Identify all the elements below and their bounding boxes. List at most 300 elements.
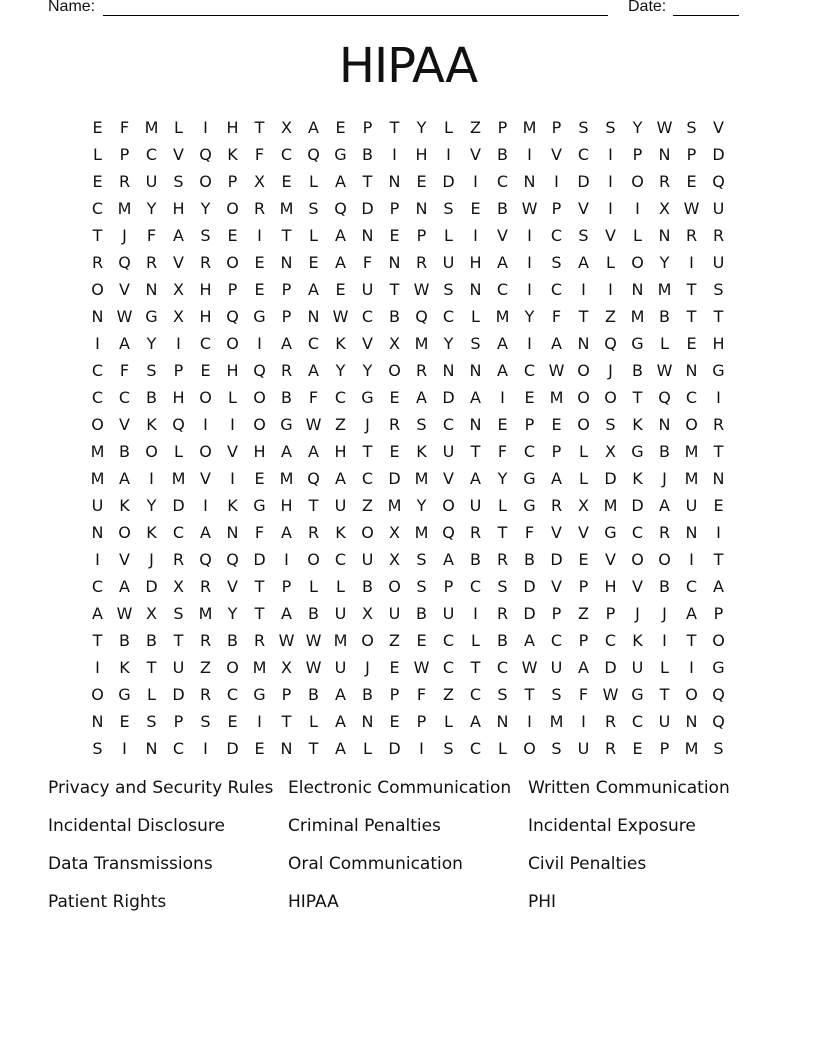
grid-letter: X bbox=[281, 658, 292, 677]
grid-letter: M bbox=[90, 469, 105, 488]
grid-letter: L bbox=[498, 496, 507, 515]
grid-letter: F bbox=[146, 226, 157, 245]
grid-letter: T bbox=[146, 658, 157, 677]
grid-letter: A bbox=[308, 118, 319, 137]
grid-letter: Q bbox=[307, 469, 320, 488]
grid-letter: I bbox=[527, 334, 532, 353]
grid-letter: E bbox=[389, 658, 400, 677]
grid-letter: E bbox=[389, 226, 400, 245]
grid-letter: M bbox=[387, 496, 402, 515]
grid-letter: C bbox=[442, 307, 455, 326]
grid-letter: L bbox=[498, 739, 507, 758]
grid-letter: R bbox=[415, 361, 428, 380]
grid-letter: Q bbox=[199, 550, 212, 569]
grid-letter: T bbox=[686, 631, 697, 650]
grid-letter: M bbox=[657, 280, 672, 299]
grid-letter: B bbox=[497, 145, 508, 164]
grid-letter: N bbox=[91, 307, 104, 326]
grid-letter: K bbox=[632, 469, 643, 488]
grid-letter: A bbox=[335, 712, 346, 731]
grid-letter: S bbox=[443, 199, 454, 218]
grid-letter: B bbox=[497, 631, 508, 650]
grid-letter: M bbox=[279, 199, 294, 218]
grid-letter: E bbox=[497, 415, 508, 434]
grid-letter: C bbox=[280, 145, 293, 164]
grid-letter: Q bbox=[199, 145, 212, 164]
grid-letter: F bbox=[119, 361, 130, 380]
grid-letter: Y bbox=[524, 307, 535, 326]
grid-letter: P bbox=[659, 739, 670, 758]
grid-letter: B bbox=[362, 577, 373, 596]
grid-letter: H bbox=[604, 577, 617, 596]
grid-letter: E bbox=[470, 199, 481, 218]
grid-letter: Z bbox=[362, 496, 373, 515]
grid-letter: Y bbox=[416, 118, 427, 137]
grid-letter: M bbox=[198, 604, 213, 623]
grid-letter: P bbox=[578, 631, 589, 650]
grid-letter: D bbox=[604, 469, 617, 488]
grid-letter: C bbox=[604, 631, 617, 650]
grid-letter: D bbox=[712, 145, 725, 164]
grid-letter: N bbox=[685, 712, 698, 731]
grid-letter: O bbox=[631, 253, 644, 272]
grid-letter: A bbox=[578, 658, 589, 677]
grid-letter: S bbox=[713, 280, 724, 299]
grid-letter: N bbox=[469, 280, 482, 299]
word-list-item: PHI bbox=[528, 892, 557, 912]
grid-letter: M bbox=[252, 658, 267, 677]
grid-letter: E bbox=[524, 388, 535, 407]
grid-letter: Y bbox=[227, 604, 238, 623]
grid-letter: R bbox=[469, 523, 482, 542]
grid-letter: N bbox=[145, 280, 158, 299]
grid-letter: U bbox=[172, 658, 185, 677]
grid-letter: N bbox=[442, 361, 455, 380]
grid-letter: D bbox=[577, 172, 590, 191]
grid-letter: C bbox=[685, 388, 698, 407]
grid-letter: C bbox=[334, 550, 347, 569]
grid-letter: N bbox=[307, 307, 320, 326]
grid-letter: V bbox=[227, 442, 238, 461]
grid-letter: I bbox=[527, 145, 532, 164]
grid-letter: K bbox=[632, 631, 643, 650]
grid-letter: Q bbox=[442, 523, 455, 542]
grid-letter: T bbox=[632, 388, 643, 407]
grid-letter: P bbox=[443, 577, 454, 596]
word-list-item: Oral Communication bbox=[288, 854, 463, 874]
grid-letter: N bbox=[658, 226, 671, 245]
grid-letter: I bbox=[230, 469, 235, 488]
grid-letter: C bbox=[631, 523, 644, 542]
grid-letter: A bbox=[335, 172, 346, 191]
grid-letter: E bbox=[254, 469, 265, 488]
grid-letter: Y bbox=[497, 469, 508, 488]
grid-letter: R bbox=[280, 361, 293, 380]
grid-letter: K bbox=[335, 334, 346, 353]
grid-letter: A bbox=[281, 604, 292, 623]
grid-letter: I bbox=[257, 226, 262, 245]
grid-letter: C bbox=[91, 577, 104, 596]
grid-letter: T bbox=[254, 118, 265, 137]
grid-letter: R bbox=[604, 712, 617, 731]
grid-letter: V bbox=[632, 577, 643, 596]
grid-letter: B bbox=[416, 604, 427, 623]
grid-letter: Q bbox=[712, 172, 725, 191]
grid-letter: S bbox=[443, 280, 454, 299]
grid-letter: I bbox=[608, 199, 613, 218]
grid-letter: E bbox=[200, 361, 211, 380]
grid-letter: O bbox=[631, 172, 644, 191]
grid-letter: P bbox=[173, 361, 184, 380]
grid-letter: U bbox=[550, 658, 563, 677]
grid-letter: L bbox=[147, 685, 156, 704]
grid-letter: J bbox=[149, 550, 154, 569]
grid-letter: L bbox=[444, 226, 453, 245]
grid-letter: G bbox=[523, 496, 536, 515]
grid-letter: R bbox=[118, 172, 131, 191]
grid-letter: P bbox=[686, 145, 697, 164]
grid-letter: M bbox=[630, 307, 645, 326]
grid-letter: S bbox=[173, 604, 184, 623]
grid-letter: C bbox=[469, 739, 482, 758]
grid-letter: I bbox=[149, 469, 154, 488]
grid-letter: B bbox=[659, 442, 670, 461]
word-list-item: Written Communication bbox=[528, 778, 730, 798]
grid-letter: Z bbox=[443, 685, 454, 704]
grid-letter: B bbox=[146, 631, 157, 650]
grid-letter: R bbox=[685, 226, 698, 245]
grid-letter: E bbox=[551, 415, 562, 434]
grid-letter: T bbox=[686, 280, 697, 299]
grid-letter: C bbox=[550, 631, 563, 650]
grid-letter: G bbox=[631, 685, 644, 704]
grid-letter: T bbox=[173, 631, 184, 650]
grid-letter: Z bbox=[470, 118, 481, 137]
grid-letter: T bbox=[389, 280, 400, 299]
grid-letter: C bbox=[631, 712, 644, 731]
grid-letter: G bbox=[253, 496, 266, 515]
grid-letter: U bbox=[334, 604, 347, 623]
grid-letter: I bbox=[662, 631, 667, 650]
grid-letter: V bbox=[497, 226, 508, 245]
grid-letter: L bbox=[660, 334, 669, 353]
grid-letter: N bbox=[91, 523, 104, 542]
grid-letter: C bbox=[442, 631, 455, 650]
grid-letter: P bbox=[551, 199, 562, 218]
word-list-item: Incidental Disclosure bbox=[48, 816, 225, 836]
grid-letter: C bbox=[145, 145, 158, 164]
grid-letter: N bbox=[388, 253, 401, 272]
grid-letter: A bbox=[524, 631, 535, 650]
grid-letter: E bbox=[227, 712, 238, 731]
grid-letter: I bbox=[689, 253, 694, 272]
grid-letter: O bbox=[307, 550, 320, 569]
grid-letter: I bbox=[257, 334, 262, 353]
grid-letter: V bbox=[551, 145, 562, 164]
grid-letter: R bbox=[658, 523, 671, 542]
grid-letter: T bbox=[686, 307, 697, 326]
grid-letter: A bbox=[92, 604, 103, 623]
grid-letter: S bbox=[578, 226, 589, 245]
grid-letter: V bbox=[578, 523, 589, 542]
grid-letter: N bbox=[469, 361, 482, 380]
grid-letter: K bbox=[335, 523, 346, 542]
grid-letter: U bbox=[631, 658, 644, 677]
grid-letter: Q bbox=[118, 253, 131, 272]
grid-letter: X bbox=[146, 604, 157, 623]
grid-letter: I bbox=[716, 388, 721, 407]
grid-letter: D bbox=[442, 388, 455, 407]
grid-letter: E bbox=[281, 172, 292, 191]
grid-letter: T bbox=[281, 226, 292, 245]
grid-letter: V bbox=[119, 280, 130, 299]
grid-letter: R bbox=[253, 199, 266, 218]
grid-letter: A bbox=[497, 334, 508, 353]
grid-letter: Y bbox=[362, 361, 373, 380]
grid-letter: G bbox=[253, 307, 266, 326]
grid-letter: B bbox=[497, 199, 508, 218]
grid-letter: R bbox=[199, 685, 212, 704]
grid-letter: P bbox=[173, 712, 184, 731]
grid-letter: N bbox=[388, 172, 401, 191]
grid-letter: T bbox=[713, 442, 724, 461]
grid-letter: C bbox=[199, 334, 212, 353]
grid-letter: P bbox=[281, 280, 292, 299]
grid-letter: O bbox=[199, 442, 212, 461]
grid-letter: Q bbox=[334, 199, 347, 218]
grid-letter: G bbox=[631, 334, 644, 353]
grid-letter: I bbox=[419, 739, 424, 758]
grid-letter: T bbox=[389, 118, 400, 137]
grid-letter: N bbox=[280, 739, 293, 758]
grid-letter: M bbox=[117, 199, 132, 218]
grid-letter: O bbox=[604, 388, 617, 407]
grid-letter: U bbox=[361, 550, 374, 569]
grid-letter: N bbox=[685, 361, 698, 380]
grid-letter: D bbox=[442, 172, 455, 191]
grid-letter: G bbox=[145, 307, 158, 326]
word-list-item: Incidental Exposure bbox=[528, 816, 696, 836]
grid-letter: T bbox=[308, 496, 319, 515]
grid-letter: R bbox=[658, 172, 671, 191]
grid-letter: Q bbox=[712, 685, 725, 704]
grid-letter: I bbox=[608, 280, 613, 299]
grid-letter: T bbox=[497, 523, 508, 542]
grid-letter: R bbox=[496, 550, 509, 569]
grid-letter: W bbox=[305, 415, 322, 434]
grid-letter: I bbox=[473, 172, 478, 191]
grid-letter: O bbox=[226, 199, 239, 218]
grid-letter: F bbox=[551, 307, 562, 326]
grid-letter: H bbox=[253, 442, 266, 461]
grid-letter: O bbox=[145, 442, 158, 461]
grid-letter: O bbox=[577, 388, 590, 407]
grid-letter: V bbox=[119, 550, 130, 569]
grid-letter: F bbox=[308, 388, 319, 407]
grid-letter: N bbox=[469, 415, 482, 434]
grid-letter: M bbox=[603, 496, 618, 515]
grid-letter: X bbox=[578, 496, 589, 515]
grid-letter: H bbox=[226, 361, 239, 380]
grid-letter: I bbox=[689, 550, 694, 569]
grid-letter: Y bbox=[146, 199, 157, 218]
grid-letter: M bbox=[522, 118, 537, 137]
grid-letter: R bbox=[307, 523, 320, 542]
grid-letter: T bbox=[254, 604, 265, 623]
grid-letter: A bbox=[551, 334, 562, 353]
grid-letter: L bbox=[471, 307, 480, 326]
grid-letter: B bbox=[146, 388, 157, 407]
grid-letter: P bbox=[227, 172, 238, 191]
grid-letter: Q bbox=[253, 361, 266, 380]
grid-letter: R bbox=[388, 415, 401, 434]
grid-letter: H bbox=[415, 145, 428, 164]
grid-letter: P bbox=[551, 442, 562, 461]
word-list-item: HIPAA bbox=[288, 892, 339, 912]
grid-letter: A bbox=[443, 550, 454, 569]
grid-letter: E bbox=[686, 334, 697, 353]
date-label: Date: bbox=[628, 0, 667, 15]
grid-letter: O bbox=[658, 550, 671, 569]
grid-letter: I bbox=[581, 712, 586, 731]
grid-letter: C bbox=[334, 388, 347, 407]
grid-letter: M bbox=[279, 469, 294, 488]
grid-letter: R bbox=[199, 253, 212, 272]
grid-letter: B bbox=[389, 307, 400, 326]
grid-letter: R bbox=[415, 253, 428, 272]
grid-letter: N bbox=[145, 739, 158, 758]
grid-letter: B bbox=[281, 388, 292, 407]
grid-letter: J bbox=[365, 415, 370, 434]
grid-letter: G bbox=[361, 388, 374, 407]
grid-letter: N bbox=[658, 415, 671, 434]
grid-letter: D bbox=[388, 469, 401, 488]
grid-letter: I bbox=[500, 388, 505, 407]
grid-letter: A bbox=[308, 442, 319, 461]
grid-letter: N bbox=[685, 523, 698, 542]
grid-letter: U bbox=[334, 496, 347, 515]
grid-letter: P bbox=[551, 118, 562, 137]
grid-letter: B bbox=[119, 631, 130, 650]
grid-letter: E bbox=[254, 280, 265, 299]
grid-letter: Q bbox=[307, 145, 320, 164]
grid-letter: L bbox=[309, 172, 318, 191]
grid-letter: W bbox=[278, 631, 295, 650]
grid-letter: L bbox=[309, 712, 318, 731]
grid-letter: N bbox=[415, 199, 428, 218]
grid-letter: P bbox=[389, 199, 400, 218]
grid-letter: R bbox=[145, 253, 158, 272]
grid-letter: X bbox=[173, 577, 184, 596]
grid-letter: L bbox=[444, 712, 453, 731]
grid-letter: X bbox=[659, 199, 670, 218]
grid-letter: C bbox=[550, 226, 563, 245]
grid-letter: S bbox=[200, 226, 211, 245]
grid-letter: U bbox=[334, 658, 347, 677]
grid-letter: G bbox=[118, 685, 131, 704]
grid-letter: F bbox=[254, 523, 265, 542]
grid-letter: M bbox=[414, 523, 429, 542]
grid-letter: S bbox=[416, 415, 427, 434]
grid-letter: S bbox=[443, 739, 454, 758]
grid-letter: C bbox=[91, 388, 104, 407]
word-list bbox=[48, 778, 768, 930]
grid-letter: S bbox=[713, 739, 724, 758]
grid-letter: O bbox=[118, 523, 131, 542]
grid-letter: A bbox=[308, 361, 319, 380]
grid-letter: G bbox=[604, 523, 617, 542]
date-line bbox=[673, 15, 739, 16]
grid-letter: E bbox=[389, 442, 400, 461]
grid-letter: L bbox=[309, 226, 318, 245]
grid-letter: C bbox=[577, 145, 590, 164]
grid-letter: N bbox=[226, 523, 239, 542]
grid-letter: L bbox=[93, 145, 102, 164]
grid-letter: V bbox=[227, 577, 238, 596]
grid-letter: X bbox=[281, 118, 292, 137]
grid-letter: E bbox=[254, 253, 265, 272]
grid-letter: Y bbox=[659, 253, 670, 272]
grid-letter: T bbox=[578, 307, 589, 326]
grid-letter: K bbox=[632, 415, 643, 434]
grid-letter: C bbox=[442, 415, 455, 434]
grid-letter: R bbox=[253, 631, 266, 650]
grid-letter: I bbox=[527, 226, 532, 245]
grid-letter: Y bbox=[416, 496, 427, 515]
grid-letter: I bbox=[608, 145, 613, 164]
grid-letter: M bbox=[684, 739, 699, 758]
grid-letter: O bbox=[631, 550, 644, 569]
grid-letter: W bbox=[305, 631, 322, 650]
grid-letter: F bbox=[524, 523, 535, 542]
grid-letter: X bbox=[173, 280, 184, 299]
grid-letter: P bbox=[281, 307, 292, 326]
grid-letter: V bbox=[200, 469, 211, 488]
grid-letter: S bbox=[686, 118, 697, 137]
grid-letter: P bbox=[362, 118, 373, 137]
grid-letter: W bbox=[116, 307, 133, 326]
grid-letter: B bbox=[470, 550, 481, 569]
grid-letter: M bbox=[414, 334, 429, 353]
grid-letter: E bbox=[578, 550, 589, 569]
grid-letter: G bbox=[631, 442, 644, 461]
grid-letter: T bbox=[524, 685, 535, 704]
grid-letter: Y bbox=[146, 334, 157, 353]
grid-letter: M bbox=[90, 442, 105, 461]
grid-letter: N bbox=[658, 145, 671, 164]
grid-letter: X bbox=[389, 523, 400, 542]
grid-letter: L bbox=[660, 658, 669, 677]
grid-letter: Z bbox=[605, 307, 616, 326]
grid-letter: R bbox=[550, 496, 563, 515]
grid-letter: I bbox=[284, 550, 289, 569]
grid-letter: L bbox=[174, 442, 183, 461]
grid-letter: U bbox=[388, 604, 401, 623]
grid-letter: I bbox=[446, 145, 451, 164]
grid-letter: R bbox=[712, 415, 725, 434]
grid-letter: T bbox=[713, 307, 724, 326]
grid-letter: V bbox=[443, 469, 454, 488]
grid-letter: C bbox=[172, 523, 185, 542]
grid-letter: C bbox=[91, 361, 104, 380]
word-list-item: Criminal Penalties bbox=[288, 816, 441, 836]
grid-letter: I bbox=[554, 172, 559, 191]
grid-letter: S bbox=[92, 739, 103, 758]
grid-letter: A bbox=[200, 523, 211, 542]
grid-letter: S bbox=[578, 118, 589, 137]
grid-letter: T bbox=[92, 631, 103, 650]
grid-letter: U bbox=[442, 604, 455, 623]
